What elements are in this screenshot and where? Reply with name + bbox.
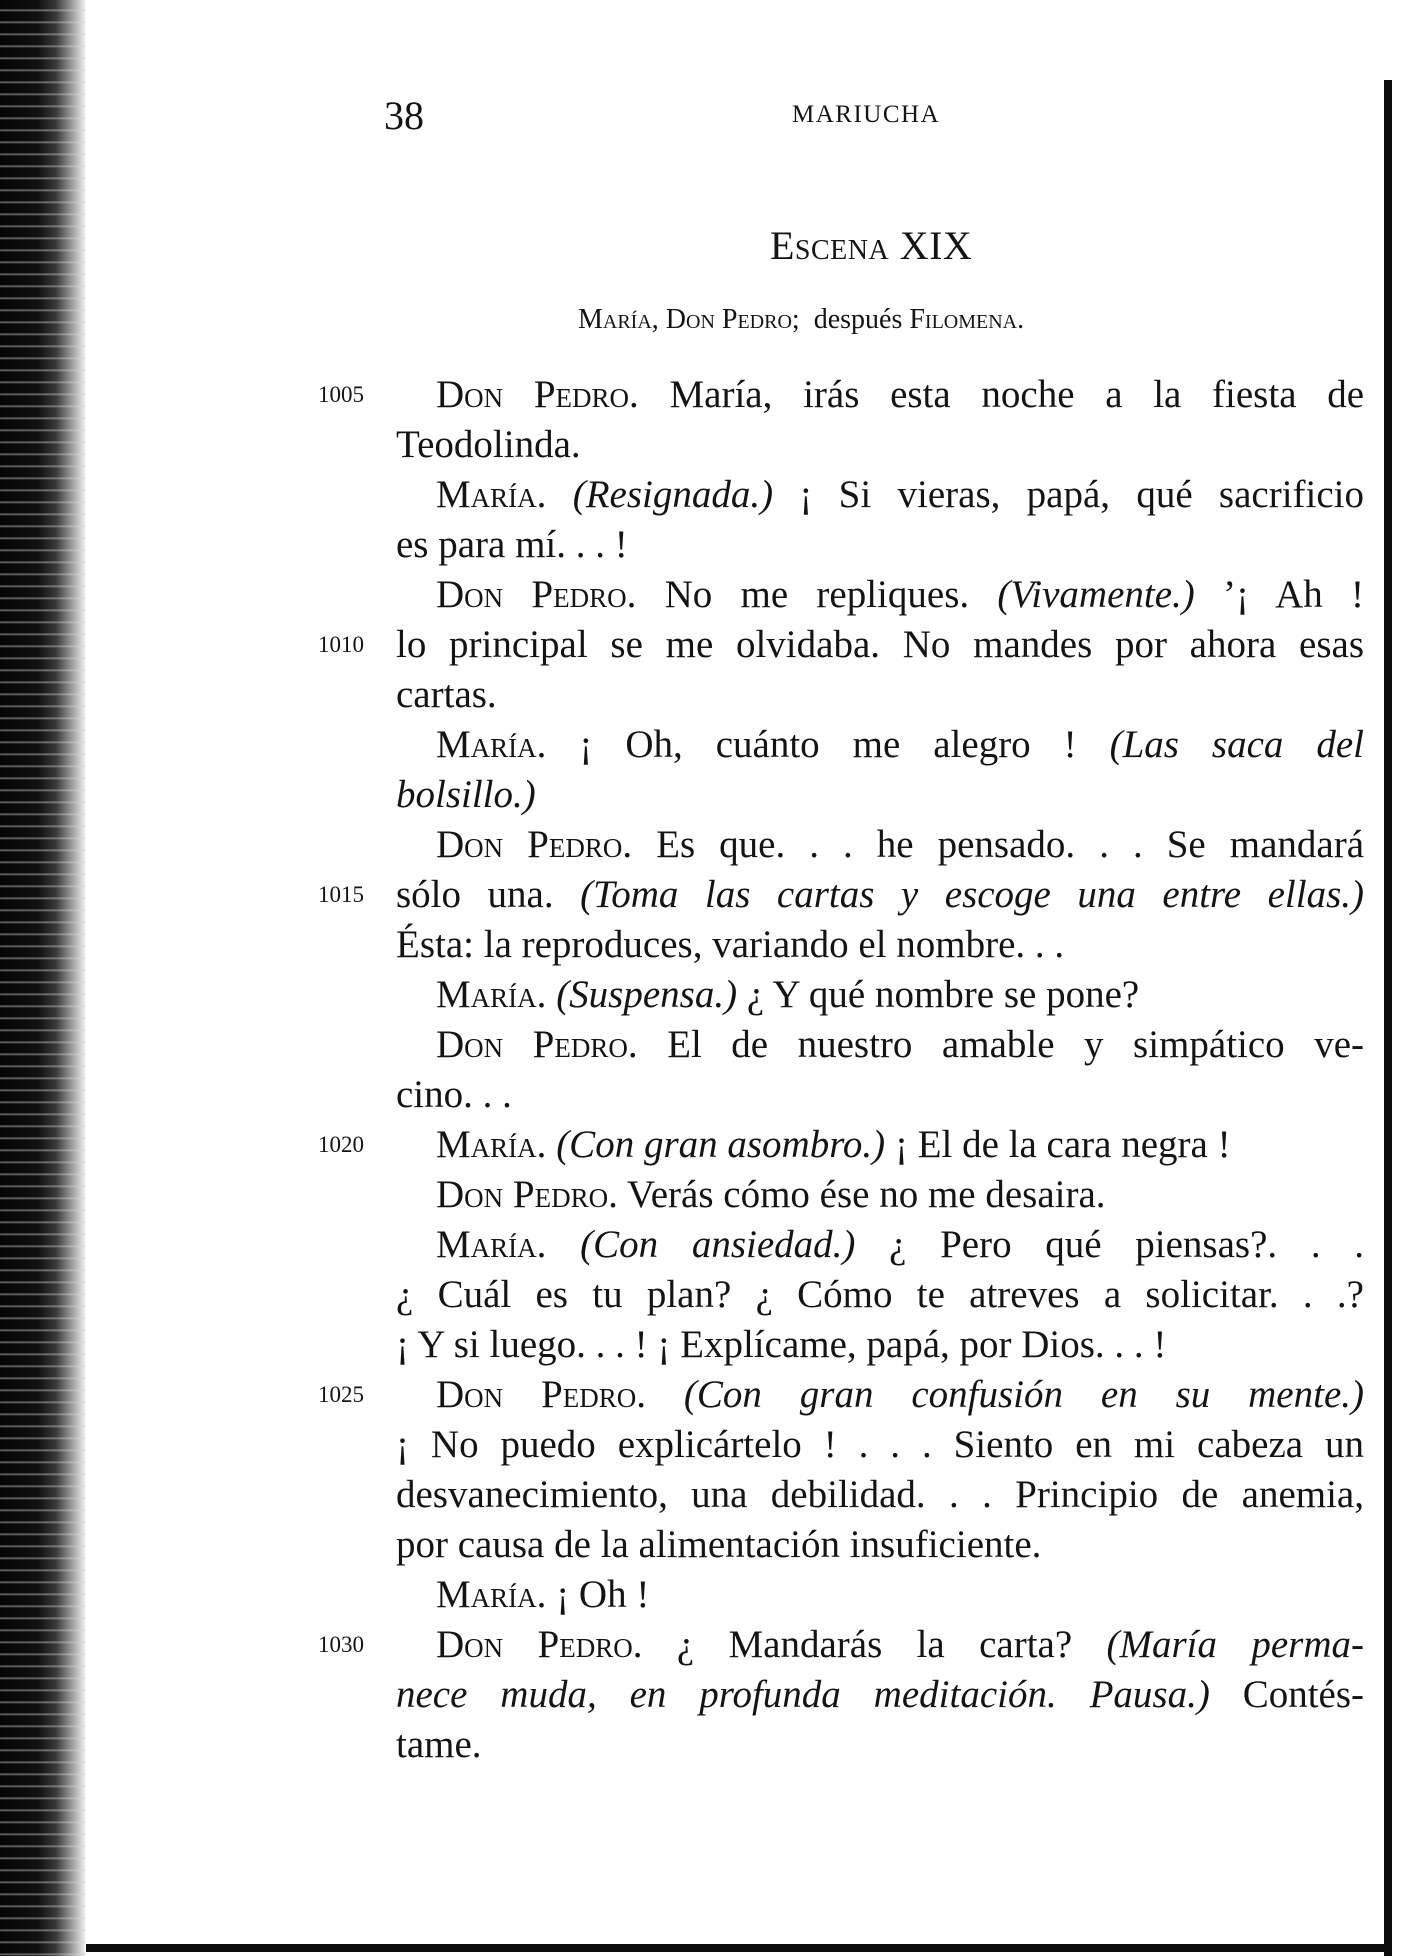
speech-text: Es que. . . he pensado. . . Se mandará (656, 823, 1365, 866)
text-line (436, 720, 1364, 770)
speech-text: cino. . . (396, 1073, 512, 1116)
stage-direction: (Con gran confusión en su mente.) (683, 1373, 1365, 1416)
text-line (436, 1220, 1364, 1270)
speaker-name: Don Pedro. (436, 1173, 618, 1216)
text-line (396, 670, 1364, 720)
stage-direction: (María perma- (1106, 1623, 1364, 1666)
line-number: 1005 (318, 382, 364, 407)
speech-text: es para mí. . . ! (396, 523, 628, 566)
speech-text: tame. (396, 1723, 482, 1766)
speaker-name: María. (436, 723, 547, 766)
speaker-name: María. (436, 473, 547, 516)
text-line (436, 370, 1364, 420)
page-border-bottom (86, 1944, 1392, 1952)
stage-direction: bolsillo.) (396, 773, 536, 816)
speaker-name: Don Pedro. (436, 823, 633, 866)
text-line (436, 1570, 1364, 1620)
speaker-name: María. (436, 1573, 547, 1616)
stage-direction: (Con gran asombro.) (556, 1123, 886, 1166)
speaker-name: María. (436, 1223, 547, 1266)
text-line (396, 620, 1364, 670)
text-line (436, 820, 1364, 870)
speech-text: El de nuestro amable y simpático ve- (667, 1023, 1364, 1066)
speech-text: desvanecimiento, una debilidad. . . Principio de anemia, (396, 1473, 1364, 1516)
speech-text: Teodolinda. (396, 423, 581, 466)
text-line (396, 1070, 1364, 1120)
text-line (436, 1170, 1364, 1220)
stage-direction: (Suspensa.) (556, 973, 738, 1016)
stage-direction: (Toma las cartas y escoge una entre ellas.) (580, 873, 1364, 916)
speaker-name: Don Pedro. (436, 373, 639, 416)
text-line (436, 1370, 1364, 1420)
speech-text: ¿ Mandarás la carta? (676, 1623, 1073, 1666)
text-line (396, 920, 1364, 970)
scene-title: Escena XIX (770, 223, 973, 268)
text-line (436, 470, 1364, 520)
speaker-name: Don Pedro. (436, 573, 637, 616)
text-line (396, 420, 1364, 470)
speech-text: ¡ Y si luego. . . ! ¡ Explícame, papá, por Dios. . . ! (396, 1323, 1167, 1366)
stage-direction: (Con ansiedad.) (580, 1223, 856, 1266)
text-line (396, 520, 1364, 570)
speaker-name: Don Pedro. (436, 1623, 643, 1666)
text-line (396, 770, 1364, 820)
speech-text: ¡ Oh ! (556, 1573, 650, 1616)
scene-characters-then: después (813, 304, 903, 335)
text-line (396, 1470, 1364, 1520)
speaker-name: Don Pedro. (436, 1023, 638, 1066)
text-line (396, 870, 1364, 920)
speech-text: ¡ Oh, cuánto me alegro ! (579, 723, 1077, 766)
line-number: 1015 (318, 882, 364, 907)
page-number: 38 (384, 93, 424, 138)
speech-text: ¿ Cuál es tu plan? ¿ Cómo te atreves a solicitar. . .? (396, 1273, 1364, 1316)
speech-text: lo principal se me olvidaba. No mandes por ahora esas (396, 623, 1364, 666)
speech-text: Contés- (1242, 1673, 1365, 1716)
speaker-name: María. (436, 1123, 547, 1166)
speech-text: ¡ No puedo explicártelo ! . . . Siento en mi cabeza un (396, 1423, 1364, 1466)
line-number: 1030 (318, 1632, 364, 1657)
text-line (436, 1020, 1364, 1070)
speech-text: ¡ El de la cara negra ! (894, 1123, 1231, 1166)
text-line (436, 570, 1364, 620)
book-binding-edge (0, 0, 86, 1956)
stage-direction: (Vivamente.) (997, 573, 1195, 616)
stage-direction: (Las saca del (1109, 723, 1365, 766)
speech-text: María, irás esta noche a la fiesta de (669, 373, 1365, 416)
speech-text: Ésta: la reproduces, variando el nombre. . . (396, 923, 1065, 966)
speech-text: sólo una. (396, 873, 554, 916)
line-number: 1025 (318, 1382, 364, 1407)
speech-text: ¡ Si vieras, papá, qué sacrificio (799, 473, 1365, 516)
text-line (396, 1720, 1364, 1770)
speaker-name: Don Pedro. (436, 1373, 646, 1416)
text-line (436, 970, 1364, 1020)
line-number: 1020 (318, 1132, 364, 1157)
speech-text: ¿ Y qué nombre se pone? (746, 973, 1140, 1016)
speaker-name: María. (436, 973, 547, 1016)
stage-direction: (Resignada.) (572, 473, 774, 516)
speech-text: por causa de la alimentación insuficiente. (396, 1523, 1042, 1566)
text-line (396, 1320, 1364, 1370)
text-line (396, 1420, 1364, 1470)
speech-text: No me repliques. (664, 573, 970, 616)
scene-characters-later: Filomena. (909, 304, 1025, 335)
text-line (396, 1270, 1364, 1320)
line-number: 1010 (318, 632, 364, 657)
text-line (436, 1620, 1364, 1670)
text-line (436, 1120, 1364, 1170)
scene-characters-main: María, Don Pedro; (578, 304, 800, 335)
page-border-right (1384, 80, 1392, 1956)
text-line (396, 1520, 1364, 1570)
stage-direction: nece muda, en profunda meditación. Pausa.) (396, 1673, 1210, 1716)
speech-text: cartas. (396, 673, 497, 716)
speech-text: ’¡ Ah ! (1223, 573, 1365, 616)
scene-characters (578, 302, 1024, 338)
running-title: MARIUCHA (792, 101, 941, 128)
speech-text: ¿ Pero qué piensas?. . . (889, 1223, 1365, 1266)
speech-text: Verás cómo ése no me desaira. (626, 1173, 1106, 1216)
text-line (396, 1670, 1364, 1720)
